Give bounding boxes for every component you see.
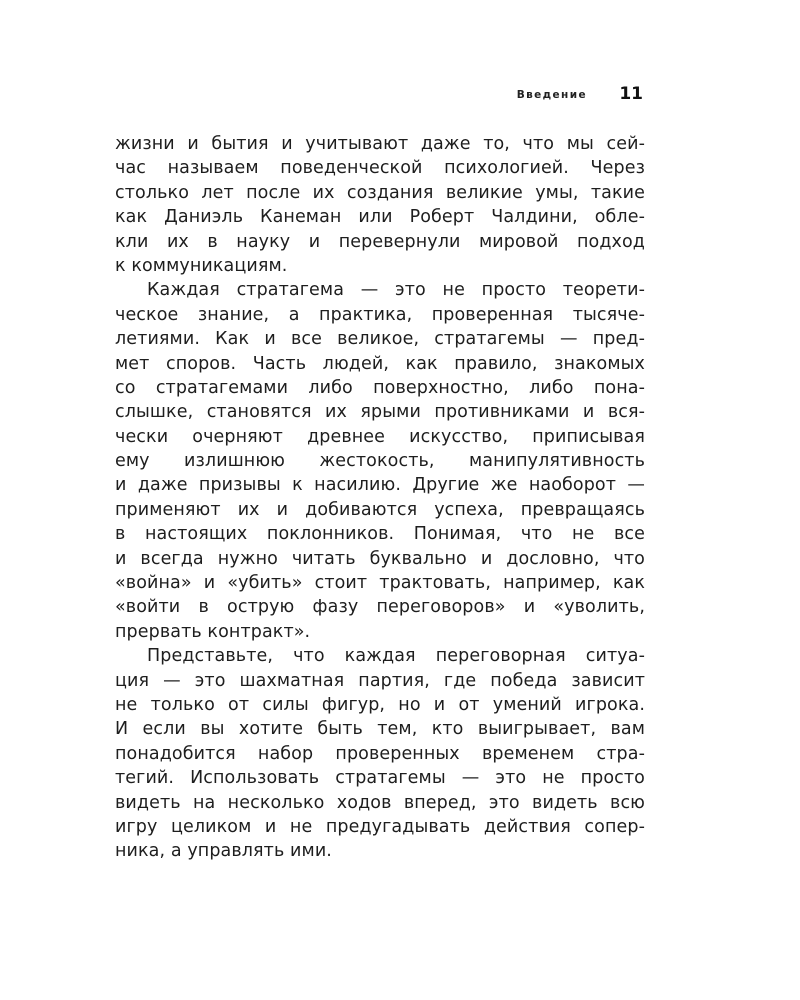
- text-line: летиями. Как и все великое, стратагемы — пред-: [115, 329, 645, 350]
- text-line: к коммуникациям.: [115, 255, 288, 276]
- text-line: ника, а управлять ими.: [115, 841, 332, 862]
- text-line: ческое знание, а практика, проверенная тысяче-: [115, 304, 645, 325]
- text-line: «войти в острую фазу переговоров» и «уволить,: [115, 597, 645, 618]
- text-line: Каждая стратагема — это не просто теорети-: [147, 280, 645, 301]
- text-line: ция — это шахматная партия, где победа зависит: [115, 670, 645, 691]
- section-title: Введение: [516, 89, 587, 101]
- text-line: час называем поведенческой психологией. Через: [115, 158, 645, 179]
- text-line: в настоящих поклонников. Понимая, что не все: [115, 524, 645, 545]
- text-line: применяют их и добиваются успеха, превращаясь: [115, 499, 645, 520]
- text-line: со стратагемами либо поверхностно, либо пона-: [115, 377, 645, 398]
- text-line: ему излишнюю жестокость, манипулятивность: [115, 451, 645, 472]
- text-line: и даже призывы к насилию. Другие же наоборот —: [115, 475, 645, 496]
- text-line: мет споров. Часть людей, как правило, знакомых: [115, 353, 645, 374]
- text-line: прервать контракт».: [115, 621, 311, 642]
- text-line: И если вы хотите быть тем, кто выигрывает, вам: [115, 719, 645, 740]
- text-line: чески очерняют древнее искусство, приписывая: [115, 426, 645, 447]
- paragraph: [115, 278, 645, 644]
- page-number: 11: [619, 84, 643, 104]
- text-line: понадобится набор проверенных временем стра-: [115, 743, 645, 764]
- paragraph: [115, 132, 645, 278]
- text-line: Представьте, что каждая переговорная ситуа-: [147, 646, 645, 667]
- text-line: кли их в науку и перевернули мировой подход: [115, 231, 645, 252]
- text-line: игру целиком и не предугадывать действия сопер-: [115, 816, 645, 837]
- text-line: «война» и «убить» стоит трактовать, например, как: [115, 573, 645, 594]
- running-header: [115, 84, 645, 106]
- text-line: жизни и бытия и учитывают даже то, что мы сей-: [115, 134, 645, 154]
- paragraph: [115, 644, 645, 864]
- text-line: видеть на несколько ходов вперед, это видеть всю: [115, 792, 645, 813]
- text-line: не только от силы фигур, но и от умений игрока.: [115, 694, 645, 715]
- text-line: тегий. Использовать стратагемы — это не просто: [115, 768, 645, 789]
- body-text: [115, 132, 645, 864]
- text-line: как Даниэль Канеман или Роберт Чалдини, обле-: [115, 207, 645, 228]
- text-line: и всегда нужно читать буквально и дословно, что: [115, 548, 645, 569]
- text-line: столько лет после их создания великие умы, такие: [115, 182, 645, 203]
- text-line: слышке, становятся их ярыми противниками и вся-: [115, 402, 645, 423]
